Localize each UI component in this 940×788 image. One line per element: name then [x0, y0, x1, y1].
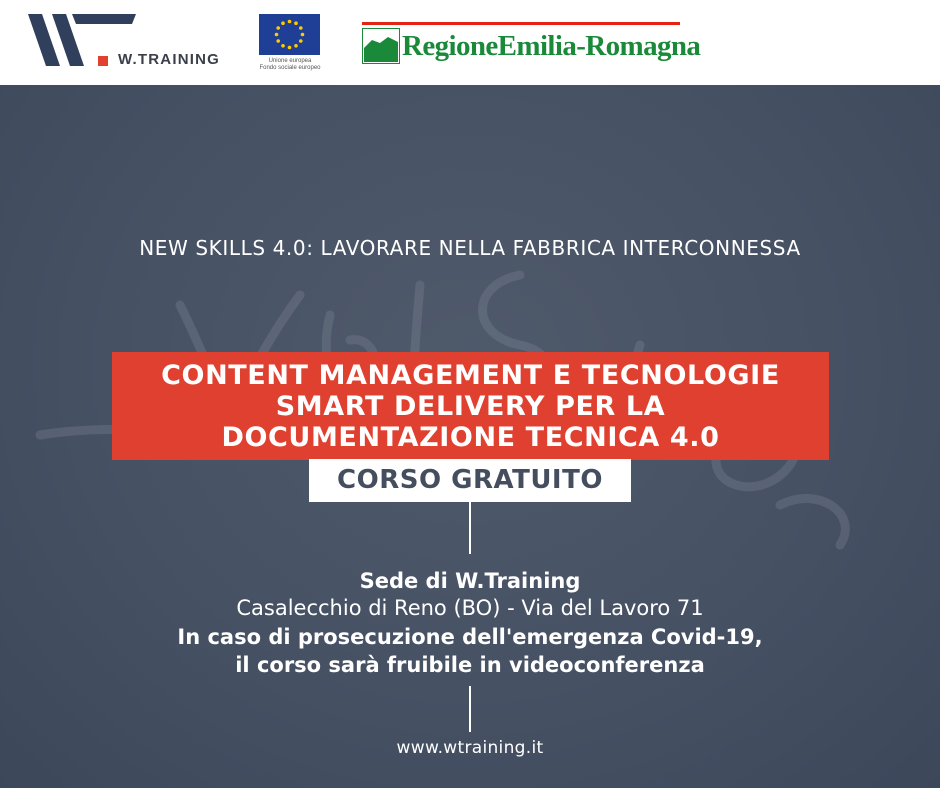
venue-address: Casalecchio di Reno (BO) - Via del Lavoro 71: [236, 596, 704, 620]
divider-line: [469, 686, 471, 732]
emilia-romagna-map-icon: [362, 28, 400, 64]
covid-notice-line: In caso di prosecuzione dell'emergenza Covid-19,: [177, 625, 763, 649]
logo-header: [0, 0, 940, 85]
brand-square: [98, 56, 108, 66]
region-name: RegioneEmilia-Romagna: [402, 30, 701, 62]
eu-flag-icon: [259, 14, 320, 55]
free-course-badge: CORSO GRATUITO: [337, 465, 603, 495]
eu-caption-line: Unione europea: [268, 58, 312, 64]
program-title: NEW SKILLS 4.0: LAVORARE NELLA FABBRICA INTERCONNESSA: [139, 236, 801, 260]
venue-name: Sede di W.Training: [359, 569, 581, 593]
website-link[interactable]: www.wtraining.it: [396, 738, 544, 758]
covid-notice-line: il corso sarà fruibile in videoconferenza: [235, 653, 705, 677]
course-title-line: DOCUMENTAZIONE TECNICA 4.0: [221, 422, 720, 453]
course-title: [112, 360, 829, 453]
eu-caption: [254, 58, 326, 72]
region-red-line: [362, 22, 680, 25]
course-title-line: CONTENT MANAGEMENT E TECNOLOGIE: [161, 360, 780, 391]
course-title-line: SMART DELIVERY PER LA: [275, 391, 666, 422]
divider-line: [469, 502, 471, 554]
brand-name: W.TRAINING: [118, 51, 220, 68]
eu-caption-line: Fondo sociale europeo: [259, 65, 321, 71]
